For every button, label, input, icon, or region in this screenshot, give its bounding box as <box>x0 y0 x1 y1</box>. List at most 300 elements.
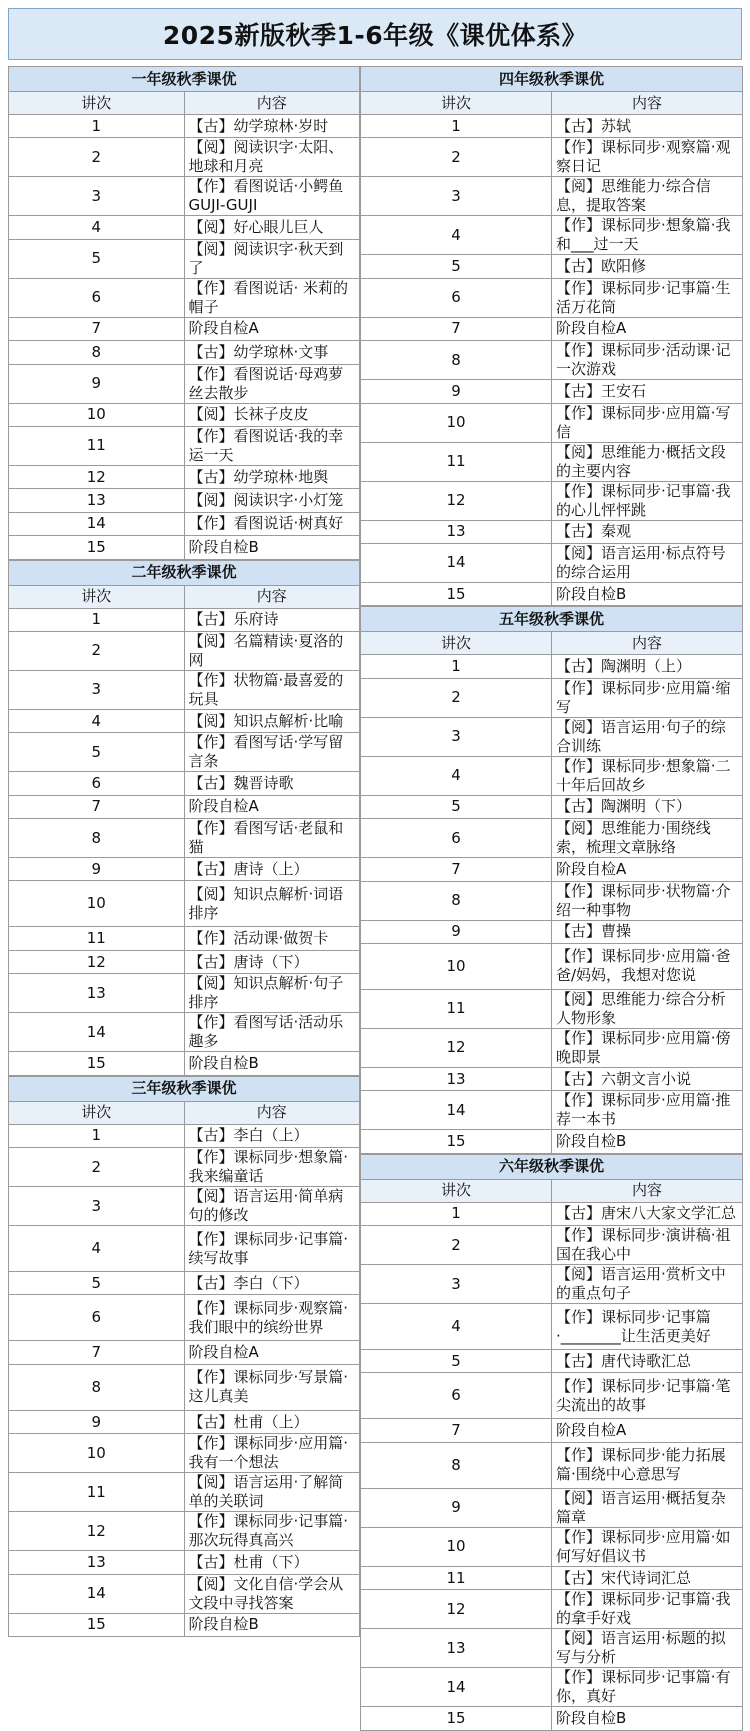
lesson-content: 【作】状物篇·最喜爱的玩具 <box>184 670 360 709</box>
grade-header-row <box>9 560 360 585</box>
table-row <box>9 1148 360 1187</box>
table-row <box>361 582 743 605</box>
lesson-content: 【阅】长袜子皮皮 <box>184 403 360 426</box>
table-row <box>9 795 360 818</box>
lesson-number: 1 <box>361 1202 552 1225</box>
column-header-num: 讲次 <box>9 1101 185 1124</box>
lesson-content: 【阅】知识点解析·句子排序 <box>184 974 360 1013</box>
table-row <box>361 1590 743 1629</box>
page-title: 2025新版秋季1-6年级《课优体系》 <box>162 21 588 50</box>
lesson-number: 14 <box>361 543 552 582</box>
column-header-row <box>361 1179 743 1202</box>
lesson-number: 1 <box>9 115 185 138</box>
table-row <box>361 403 743 442</box>
lesson-number: 8 <box>361 341 552 380</box>
lesson-content: 【作】课标同步·记事篇·有你，真好 <box>552 1668 743 1707</box>
lesson-number: 15 <box>361 1130 552 1153</box>
lesson-number: 2 <box>9 138 185 177</box>
column-header-num: 讲次 <box>9 92 185 115</box>
column-header-content: 内容 <box>184 585 360 608</box>
lesson-number: 3 <box>361 1265 552 1304</box>
column-header-content: 内容 <box>552 92 743 115</box>
lesson-content: 【阅】语言运用·简单病句的修改 <box>184 1187 360 1226</box>
lesson-number: 7 <box>361 858 552 881</box>
column-header-content: 内容 <box>552 632 743 655</box>
lesson-content: 【古】宋代诗词汇总 <box>552 1566 743 1589</box>
lesson-content: 【古】乐府诗 <box>184 608 360 631</box>
table-row <box>9 1410 360 1433</box>
table-row <box>361 678 743 717</box>
table-row <box>361 520 743 543</box>
lesson-number: 14 <box>9 1013 185 1052</box>
lesson-number: 6 <box>361 278 552 317</box>
table-row <box>9 1473 360 1512</box>
lesson-number: 5 <box>9 1272 185 1295</box>
lesson-number: 9 <box>361 380 552 403</box>
table-row <box>361 717 743 756</box>
course-grid <box>8 66 743 1731</box>
table-row <box>361 341 743 380</box>
lesson-content: 【作】看图写话·活动乐趣多 <box>184 1013 360 1052</box>
lesson-content: 阶段自检B <box>184 1052 360 1075</box>
lesson-content: 阶段自检B <box>184 1613 360 1636</box>
table-row <box>9 1341 360 1364</box>
table-row <box>9 403 360 426</box>
lesson-number: 14 <box>361 1091 552 1130</box>
lesson-content: 阶段自检A <box>552 858 743 881</box>
table-row <box>9 239 360 278</box>
column-header-row <box>9 92 360 115</box>
table-row <box>9 927 360 950</box>
lesson-content: 【作】课标同步·应用篇·推荐一本书 <box>552 1091 743 1130</box>
lesson-number: 2 <box>9 1148 185 1187</box>
lesson-number: 9 <box>361 1488 552 1527</box>
grade-header-row <box>361 1154 743 1179</box>
lesson-number: 11 <box>361 1566 552 1589</box>
column-header-content: 内容 <box>184 92 360 115</box>
lesson-content: 【古】欧阳修 <box>552 255 743 278</box>
lesson-content: 【阅】思维能力·综合信息，提取答案 <box>552 177 743 216</box>
lesson-number: 11 <box>9 927 185 950</box>
grade-title: 六年级秋季课优 <box>361 1154 743 1179</box>
table-row <box>9 177 360 216</box>
grade-table <box>360 1154 743 1731</box>
lesson-number: 5 <box>361 1350 552 1373</box>
table-row <box>361 1028 743 1067</box>
column-header-num: 讲次 <box>361 1179 552 1202</box>
lesson-content: 【作】课标同步·记事篇·笔尖流出的故事 <box>552 1373 743 1419</box>
column-header-row <box>361 92 743 115</box>
table-row <box>9 950 360 973</box>
table-row <box>361 1373 743 1419</box>
lesson-number: 6 <box>9 278 185 317</box>
lesson-content: 阶段自检A <box>184 317 360 340</box>
table-row <box>361 1419 743 1442</box>
table-row <box>361 1265 743 1304</box>
lesson-number: 13 <box>9 1551 185 1574</box>
lesson-number: 4 <box>361 216 552 255</box>
lesson-content: 【古】唐代诗歌汇总 <box>552 1350 743 1373</box>
lesson-number: 15 <box>361 582 552 605</box>
table-row <box>361 1304 743 1350</box>
table-row <box>361 481 743 520</box>
lesson-content: 【阅】语言运用·句子的综合训练 <box>552 717 743 756</box>
table-row <box>361 1091 743 1130</box>
table-row <box>9 1295 360 1341</box>
lesson-content: 【作】课标同步·演讲稿·祖国在我心中 <box>552 1226 743 1265</box>
lesson-number: 9 <box>361 920 552 943</box>
lesson-content: 【作】课标同步·想象篇·二十年后回故乡 <box>552 756 743 795</box>
lesson-content: 【作】课标同步·应用篇·我有一个想法 <box>184 1434 360 1473</box>
lesson-number: 12 <box>361 481 552 520</box>
lesson-content: 【古】杜甫（上） <box>184 1410 360 1433</box>
table-row <box>361 858 743 881</box>
lesson-content: 【阅】思维能力·围绕线索，梳理文章脉络 <box>552 819 743 858</box>
lesson-content: 【古】陶渊明（上） <box>552 655 743 678</box>
lesson-number: 13 <box>9 489 185 512</box>
lesson-number: 2 <box>361 678 552 717</box>
grade-header-row <box>9 67 360 92</box>
lesson-number: 3 <box>9 1187 185 1226</box>
lesson-content: 【作】课标同步·记事篇·生活万花筒 <box>552 278 743 317</box>
table-row <box>9 317 360 340</box>
lesson-number: 4 <box>361 756 552 795</box>
lesson-content: 【作】活动课·做贺卡 <box>184 927 360 950</box>
table-row <box>9 1574 360 1613</box>
table-row <box>9 1052 360 1075</box>
lesson-number: 4 <box>9 216 185 239</box>
table-row <box>361 442 743 481</box>
table-row <box>361 177 743 216</box>
lesson-number: 12 <box>9 950 185 973</box>
lesson-number: 12 <box>9 1512 185 1551</box>
lesson-content: 【阅】语言运用·赏析文中的重点句子 <box>552 1265 743 1304</box>
grade-table <box>8 66 360 560</box>
lesson-content: 【阅】文化自信·学会从文段中寻找答案 <box>184 1574 360 1613</box>
lesson-content: 【古】李白（上） <box>184 1124 360 1147</box>
left-column <box>8 66 360 1731</box>
lesson-number: 11 <box>361 989 552 1028</box>
lesson-number: 9 <box>9 364 185 403</box>
table-row <box>9 1226 360 1272</box>
lesson-content: 【阅】阅读识字·秋天到了 <box>184 239 360 278</box>
grade-title: 二年级秋季课优 <box>9 560 360 585</box>
lesson-content: 【作】课标同步·想象篇·我和___过一天 <box>552 216 743 255</box>
table-row <box>361 989 743 1028</box>
column-header-content: 内容 <box>552 1179 743 1202</box>
table-row <box>361 1707 743 1730</box>
lesson-content: 阶段自检B <box>552 1130 743 1153</box>
lesson-number: 11 <box>9 1473 185 1512</box>
lesson-number: 7 <box>9 1341 185 1364</box>
lesson-content: 【作】看图写话·学写留言条 <box>184 733 360 772</box>
lesson-number: 11 <box>361 442 552 481</box>
lesson-number: 3 <box>361 177 552 216</box>
lesson-number: 15 <box>9 536 185 559</box>
lesson-content: 【古】苏轼 <box>552 115 743 138</box>
lesson-content: 【阅】语言运用·标点符号的综合运用 <box>552 543 743 582</box>
lesson-number: 3 <box>9 670 185 709</box>
table-row <box>361 1488 743 1527</box>
table-row <box>361 1226 743 1265</box>
table-row <box>361 819 743 858</box>
lesson-content: 【古】六朝文言小说 <box>552 1067 743 1090</box>
table-row <box>361 795 743 818</box>
table-row <box>361 881 743 920</box>
lesson-number: 9 <box>9 1410 185 1433</box>
lesson-number: 5 <box>361 795 552 818</box>
table-row <box>9 881 360 927</box>
title-bar <box>8 8 742 60</box>
lesson-content: 阶段自检A <box>184 1341 360 1364</box>
column-header-num: 讲次 <box>361 632 552 655</box>
table-row <box>9 1613 360 1636</box>
lesson-number: 5 <box>9 733 185 772</box>
table-row <box>9 670 360 709</box>
table-row <box>9 364 360 403</box>
lesson-number: 8 <box>9 819 185 858</box>
lesson-content: 【作】课标同步·观察篇·我们眼中的缤纷世界 <box>184 1295 360 1341</box>
lesson-content: 阶段自检B <box>184 536 360 559</box>
lesson-number: 8 <box>361 881 552 920</box>
table-row <box>361 1442 743 1488</box>
lesson-number: 8 <box>361 1442 552 1488</box>
lesson-content: 【作】课标同步·写景篇·这儿真美 <box>184 1364 360 1410</box>
lesson-content: 【古】李白（下） <box>184 1272 360 1295</box>
lesson-number: 7 <box>361 1419 552 1442</box>
column-header-row <box>361 632 743 655</box>
lesson-number: 4 <box>361 1304 552 1350</box>
grade-title: 一年级秋季课优 <box>9 67 360 92</box>
table-row <box>9 512 360 535</box>
grade-title: 五年级秋季课优 <box>361 607 743 632</box>
table-row <box>361 1350 743 1373</box>
lesson-content: 【古】陶渊明（下） <box>552 795 743 818</box>
table-row <box>361 380 743 403</box>
lesson-number: 1 <box>9 1124 185 1147</box>
table-row <box>361 655 743 678</box>
lesson-content: 【作】课标同步·记事篇·那次玩得真高兴 <box>184 1512 360 1551</box>
table-row <box>361 278 743 317</box>
table-row <box>361 317 743 340</box>
lesson-number: 9 <box>9 858 185 881</box>
lesson-content: 【阅】知识点解析·比喻 <box>184 709 360 732</box>
lesson-number: 10 <box>9 403 185 426</box>
lesson-content: 阶段自检A <box>552 317 743 340</box>
lesson-number: 1 <box>361 115 552 138</box>
table-row <box>361 115 743 138</box>
lesson-content: 【作】课标同步·状物篇·介绍一种事物 <box>552 881 743 920</box>
lesson-number: 4 <box>9 1226 185 1272</box>
table-row <box>9 608 360 631</box>
lesson-number: 2 <box>9 631 185 670</box>
lesson-content: 阶段自检A <box>184 795 360 818</box>
grade-table <box>8 560 360 1076</box>
lesson-content: 【阅】语言运用·概括复杂篇章 <box>552 1488 743 1527</box>
lesson-number: 6 <box>361 819 552 858</box>
lesson-content: 【阅】思维能力·综合分析人物形象 <box>552 989 743 1028</box>
table-row <box>9 341 360 364</box>
lesson-number: 14 <box>9 1574 185 1613</box>
table-row <box>9 1013 360 1052</box>
lesson-content: 【古】幼学琼林·岁时 <box>184 115 360 138</box>
table-row <box>9 1187 360 1226</box>
table-row <box>9 1551 360 1574</box>
table-row <box>9 1124 360 1147</box>
lesson-content: 【阅】思维能力·概括文段的主要内容 <box>552 442 743 481</box>
lesson-number: 13 <box>361 520 552 543</box>
column-header-row <box>9 1101 360 1124</box>
lesson-content: 【作】看图说话·树真好 <box>184 512 360 535</box>
lesson-number: 13 <box>361 1629 552 1668</box>
lesson-content: 【古】王安石 <box>552 380 743 403</box>
lesson-content: 【古】魏晋诗歌 <box>184 772 360 795</box>
lesson-number: 14 <box>9 512 185 535</box>
lesson-number: 5 <box>9 239 185 278</box>
table-row <box>9 709 360 732</box>
lesson-content: 【古】唐诗（下） <box>184 950 360 973</box>
table-row <box>361 1202 743 1225</box>
lesson-number: 2 <box>361 1226 552 1265</box>
table-row <box>361 1566 743 1589</box>
table-row <box>9 733 360 772</box>
column-header-row <box>9 585 360 608</box>
table-row <box>361 1668 743 1707</box>
lesson-number: 14 <box>361 1668 552 1707</box>
table-row <box>361 1629 743 1668</box>
grade-title: 三年级秋季课优 <box>9 1076 360 1101</box>
lesson-content: 【作】看图说话·母鸡萝丝去散步 <box>184 364 360 403</box>
lesson-content: 阶段自检B <box>552 1707 743 1730</box>
lesson-content: 【作】看图说话·小鳄鱼GUJI-GUJI <box>184 177 360 216</box>
lesson-content: 【阅】名篇精读·夏洛的网 <box>184 631 360 670</box>
table-row <box>9 819 360 858</box>
lesson-number: 10 <box>361 1527 552 1566</box>
grade-table <box>360 606 743 1153</box>
lesson-content: 【古】杜甫（下） <box>184 1551 360 1574</box>
lesson-content: 【阅】阅读识字·小灯笼 <box>184 489 360 512</box>
table-row <box>9 278 360 317</box>
table-row <box>361 1130 743 1153</box>
grade-table <box>8 1076 360 1637</box>
lesson-number: 13 <box>361 1067 552 1090</box>
grade-table <box>360 66 743 606</box>
lesson-number: 4 <box>9 709 185 732</box>
lesson-content: 【作】课标同步·观察篇·观察日记 <box>552 138 743 177</box>
table-row <box>9 1434 360 1473</box>
lesson-content: 【阅】知识点解析·词语排序 <box>184 881 360 927</box>
lesson-number: 5 <box>361 255 552 278</box>
column-header-content: 内容 <box>184 1101 360 1124</box>
table-row <box>9 465 360 488</box>
lesson-content: 【作】课标同步·应用篇·写信 <box>552 403 743 442</box>
lesson-content: 【作】课标同步·应用篇·傍晚即景 <box>552 1028 743 1067</box>
table-row <box>9 426 360 465</box>
table-row <box>9 631 360 670</box>
lesson-content: 【作】看图说话·我的幸运一天 <box>184 426 360 465</box>
lesson-content: 【作】课标同步·记事篇·续写故事 <box>184 1226 360 1272</box>
lesson-content: 【作】课标同步·活动课·记一次游戏 <box>552 341 743 380</box>
lesson-number: 1 <box>361 655 552 678</box>
lesson-number: 2 <box>361 138 552 177</box>
lesson-number: 15 <box>9 1613 185 1636</box>
table-row <box>9 858 360 881</box>
lesson-number: 6 <box>9 772 185 795</box>
table-row <box>361 255 743 278</box>
table-row <box>9 1272 360 1295</box>
lesson-number: 15 <box>9 1052 185 1075</box>
lesson-number: 15 <box>361 1707 552 1730</box>
lesson-content: 【阅】好心眼儿巨人 <box>184 216 360 239</box>
lesson-number: 13 <box>9 974 185 1013</box>
lesson-number: 8 <box>9 341 185 364</box>
table-row <box>9 536 360 559</box>
lesson-number: 6 <box>9 1295 185 1341</box>
lesson-content: 【古】曹操 <box>552 920 743 943</box>
grade-header-row <box>361 67 743 92</box>
lesson-number: 6 <box>361 1373 552 1419</box>
lesson-number: 7 <box>361 317 552 340</box>
table-row <box>361 543 743 582</box>
lesson-content: 【作】课标同步·记事篇·________让生活更美好 <box>552 1304 743 1350</box>
lesson-number: 12 <box>361 1028 552 1067</box>
lesson-content: 【古】唐诗（上） <box>184 858 360 881</box>
lesson-content: 【古】幼学琼林·地舆 <box>184 465 360 488</box>
lesson-number: 10 <box>9 1434 185 1473</box>
lesson-number: 7 <box>9 317 185 340</box>
lesson-content: 【作】课标同步·想象篇·我来编童话 <box>184 1148 360 1187</box>
grade-header-row <box>9 1076 360 1101</box>
lesson-number: 10 <box>361 403 552 442</box>
table-row <box>361 943 743 989</box>
table-row <box>361 1067 743 1090</box>
table-row <box>9 489 360 512</box>
lesson-number: 1 <box>9 608 185 631</box>
table-row <box>9 216 360 239</box>
right-column <box>360 66 743 1731</box>
lesson-content: 【作】课标同步·能力拓展篇·围绕中心意思写 <box>552 1442 743 1488</box>
table-row <box>361 1527 743 1566</box>
lesson-content: 【古】秦观 <box>552 520 743 543</box>
lesson-number: 8 <box>9 1364 185 1410</box>
grade-title: 四年级秋季课优 <box>361 67 743 92</box>
lesson-number: 12 <box>9 465 185 488</box>
lesson-content: 阶段自检A <box>552 1419 743 1442</box>
lesson-number: 10 <box>361 943 552 989</box>
lesson-content: 【作】看图说话· 米莉的帽子 <box>184 278 360 317</box>
lesson-content: 【阅】语言运用·标题的拟写与分析 <box>552 1629 743 1668</box>
lesson-content: 【古】幼学琼林·文事 <box>184 341 360 364</box>
lesson-content: 【作】看图写话·老鼠和猫 <box>184 819 360 858</box>
table-row <box>361 216 743 255</box>
table-row <box>9 1512 360 1551</box>
lesson-content: 【古】唐宋八大家文学汇总 <box>552 1202 743 1225</box>
lesson-content: 【作】课标同步·记事篇·我的心儿怦怦跳 <box>552 481 743 520</box>
table-row <box>361 920 743 943</box>
lesson-number: 3 <box>9 177 185 216</box>
grade-header-row <box>361 607 743 632</box>
table-row <box>9 1364 360 1410</box>
lesson-number: 10 <box>9 881 185 927</box>
lesson-number: 12 <box>361 1590 552 1629</box>
lesson-content: 【作】课标同步·应用篇·如何写好倡议书 <box>552 1527 743 1566</box>
table-row <box>361 756 743 795</box>
table-row <box>9 115 360 138</box>
lesson-number: 7 <box>9 795 185 818</box>
lesson-number: 3 <box>361 717 552 756</box>
table-row <box>361 138 743 177</box>
lesson-content: 【阅】阅读识字·太阳、地球和月亮 <box>184 138 360 177</box>
